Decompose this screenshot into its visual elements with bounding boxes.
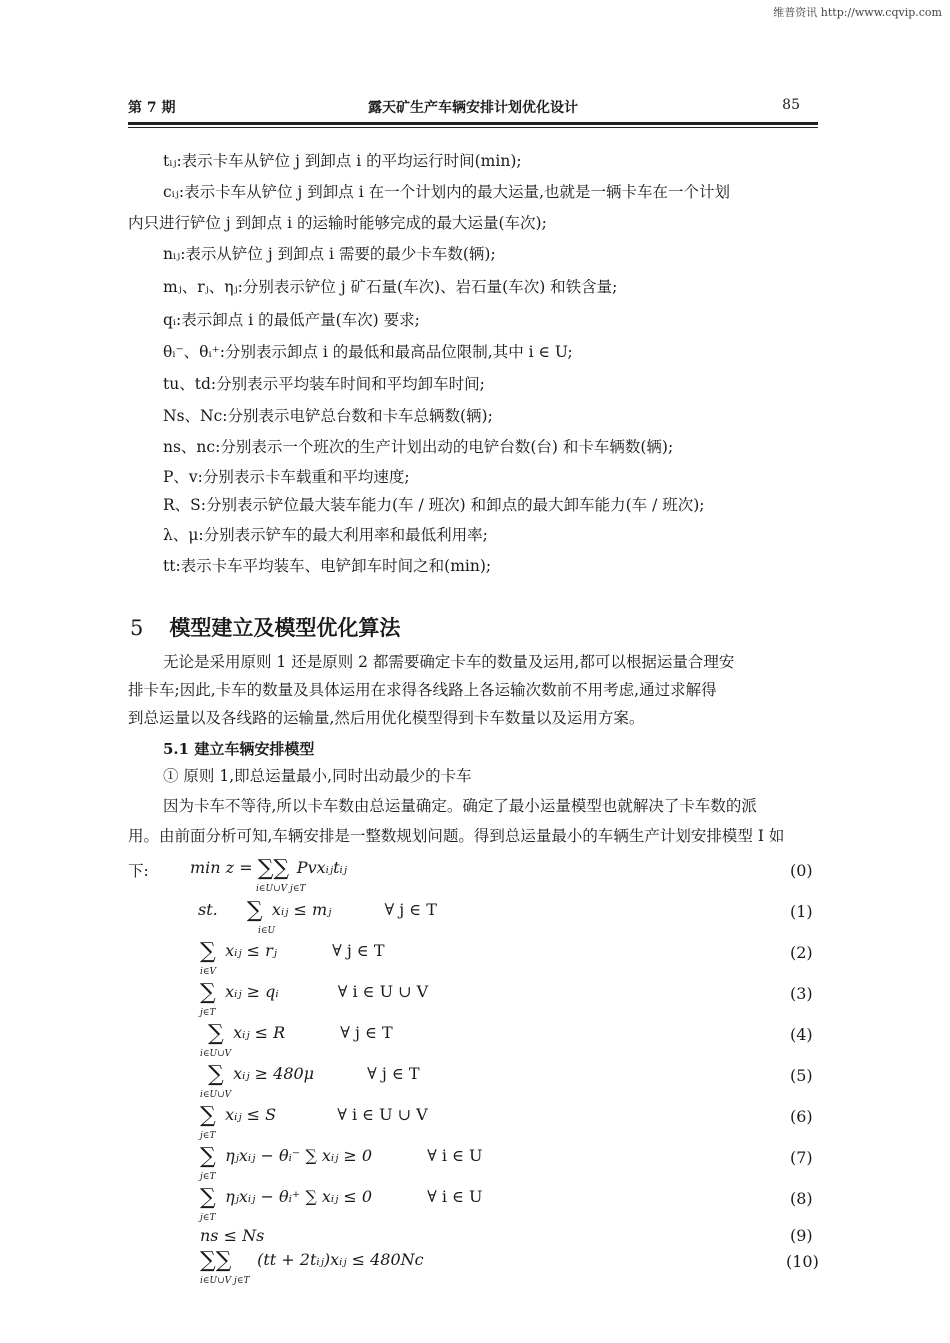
equation-body: (tt + 2tᵢⱼ)xᵢⱼ ≤ 480Nc [257, 1250, 424, 1269]
equation-condition: ∀ i ∈ U [427, 1187, 483, 1206]
equation-number: (4) [790, 1025, 813, 1044]
equation-body: ηⱼxᵢⱼ − θᵢ⁻ ∑ xᵢⱼ ≥ 0 [225, 1146, 373, 1165]
equation-body: ηⱼxᵢⱼ − θᵢ⁺ ∑ xᵢⱼ ≤ 0 [225, 1187, 373, 1206]
definition-line: qᵢ:表示卸点 i 的最低产量(车次) 要求; [163, 311, 420, 329]
equation-body: xᵢⱼ ≥ 480μ [233, 1064, 315, 1083]
equation-number: (7) [790, 1148, 813, 1167]
equation-condition: ∀ i ∈ U [427, 1146, 483, 1165]
equation-condition: ∀ j ∈ T [332, 941, 385, 960]
equation-number: (9) [790, 1226, 813, 1245]
equation-condition: ∀ i ∈ U ∪ V [337, 1105, 428, 1124]
sum-index: j∈T [200, 1131, 216, 1141]
header-rule-thick [128, 122, 818, 125]
paragraph-line: 到总运量以及各线路的运输量,然后用优化模型得到卡车数量以及运用方案。 [128, 709, 645, 727]
sum-symbol: ∑ [208, 1061, 224, 1087]
equation-number: (3) [790, 984, 813, 1003]
sum-index: j∈T [200, 1172, 216, 1182]
definition-line: ns、nc:分别表示一个班次的生产计划出动的电铲台数(台) 和卡车辆数(辆); [163, 438, 674, 456]
equation-number: (5) [790, 1066, 813, 1085]
sum-index: i∈U∪V [200, 1049, 232, 1059]
sum-symbol: ∑ [208, 1020, 224, 1046]
watermark: 维普资讯 http://www.cqvip.com [773, 6, 942, 19]
definition-line: Ns、Nc:分别表示电铲总台数和卡车总辆数(辆); [163, 407, 493, 425]
equation-number: (1) [790, 902, 813, 921]
subsection-heading: 5.1 建立车辆安排模型 [163, 740, 315, 758]
running-header [128, 97, 818, 119]
equation-10 [200, 1247, 424, 1286]
sum-symbol: ∑∑ [200, 1247, 232, 1273]
equation-6 [200, 1102, 428, 1141]
equation-number: (6) [790, 1107, 813, 1126]
definition-line: λ、μ:分别表示铲车的最大利用率和最低利用率; [163, 526, 488, 544]
section-title: 模型建立及模型优化算法 [169, 615, 401, 640]
equation-8 [200, 1184, 483, 1223]
header-rule-thin [128, 127, 818, 128]
sum-symbol: ∑ [200, 1143, 216, 1169]
equation-condition: ∀ i ∈ U ∪ V [337, 982, 429, 1001]
paragraph-line: 无论是采用原则 1 还是原则 2 都需要确定卡车的数量及运用,都可以根据运量合理安 [163, 653, 735, 671]
sum-index: i∈U∪V j∈T [256, 884, 306, 894]
equation-prefix: st. [198, 900, 218, 919]
definition-line: θᵢ⁻、θᵢ⁺:分别表示卸点 i 的最低和最高品位限制,其中 i ∈ U; [163, 343, 573, 361]
paragraph-line: 用。由前面分析可知,车辆安排是一整数规划问题。得到总运量最小的车辆生产计划安排模型 Ⅰ 如 [128, 827, 785, 845]
equation-9 [200, 1226, 264, 1245]
equation-3 [200, 979, 429, 1018]
equation-body: ns ≤ Ns [200, 1226, 265, 1245]
equation-condition: ∀ j ∈ T [384, 900, 437, 919]
definition-line: 内只进行铲位 j 到卸点 i 的运输时能够完成的最大运量(车次); [128, 214, 547, 232]
section-number: 5 [130, 616, 144, 640]
definition-line: tu、td:分别表示平均装车时间和平均卸车时间; [163, 375, 485, 393]
equation-number: (10) [786, 1252, 819, 1271]
equation-body: xᵢⱼ ≤ S [225, 1105, 277, 1124]
sum-index: i∈V [200, 967, 217, 977]
issue-number: 第 7 期 [128, 100, 176, 116]
sum-symbol: ∑ [246, 897, 263, 923]
equation-7 [200, 1143, 483, 1182]
section-heading [130, 612, 400, 642]
equation-1 [198, 897, 437, 936]
sum-index: i∈U∪V j∈T [200, 1276, 250, 1286]
definition-line: nᵢⱼ:表示从铲位 j 到卸点 i 需要的最少卡车数(辆); [163, 245, 496, 263]
equation-condition: ∀ j ∈ T [367, 1064, 420, 1083]
definition-line: tt:表示卡车平均装车、电铲卸车时间之和(min); [163, 557, 492, 575]
paragraph-line: 下: [128, 862, 149, 880]
definition-line: P、v:分别表示卡车载重和平均速度; [163, 468, 410, 486]
equation-body: xᵢⱼ ≤ R [233, 1023, 286, 1042]
sum-symbol: ∑∑ [257, 855, 290, 881]
sum-symbol: ∑ [200, 1184, 216, 1210]
equation-body: xᵢⱼ ≤ rⱼ [225, 941, 278, 960]
equation-body: Pvxᵢⱼtᵢⱼ [296, 858, 347, 877]
equation-number: (8) [790, 1189, 813, 1208]
equation-2 [200, 938, 385, 977]
principle-line: ① 原则 1,即总运量最小,同时出动最少的卡车 [163, 767, 472, 785]
sum-symbol: ∑ [200, 1102, 216, 1128]
equation-0 [190, 855, 347, 894]
paragraph-line: 因为卡车不等待,所以卡车数由总运量确定。确定了最小运量模型也就解决了卡车数的派 [163, 797, 757, 815]
page-number: 85 [782, 97, 800, 113]
equation-body: xᵢⱼ ≤ mⱼ [271, 900, 332, 919]
equation-4 [200, 1020, 393, 1059]
equation-prefix: min z = [190, 858, 253, 877]
sum-index: j∈T [200, 1008, 216, 1018]
sum-symbol: ∑ [200, 979, 216, 1005]
definition-line: cᵢⱼ:表示卡车从铲位 j 到卸点 i 在一个计划内的最大运量,也就是一辆卡车在一个计划 [163, 183, 731, 201]
equation-condition: ∀ j ∈ T [340, 1023, 393, 1042]
equation-number: (2) [790, 943, 813, 962]
equation-number: (0) [790, 861, 813, 880]
sum-index: i∈U [258, 926, 276, 936]
paragraph-line: 排卡车;因此,卡车的数量及具体运用在求得各线路上各运输次数前不用考虑,通过求解得 [128, 681, 717, 699]
equation-body: xᵢⱼ ≥ qᵢ [225, 982, 279, 1001]
sum-index: i∈U∪V [200, 1090, 232, 1100]
definition-line: tᵢⱼ:表示卡车从铲位 j 到卸点 i 的平均运行时间(min); [163, 152, 522, 170]
definition-line: mⱼ、rⱼ、ηⱼ:分别表示铲位 j 矿石量(车次)、岩石量(车次) 和铁含量; [163, 278, 618, 296]
definition-line: R、S:分别表示铲位最大装车能力(车 / 班次) 和卸点的最大卸车能力(车 / 班次); [163, 496, 705, 514]
equation-5 [200, 1061, 420, 1100]
running-title: 露天矿生产车辆安排计划优化设计 [368, 100, 578, 116]
sum-symbol: ∑ [200, 938, 216, 964]
sum-index: j∈T [200, 1213, 216, 1223]
